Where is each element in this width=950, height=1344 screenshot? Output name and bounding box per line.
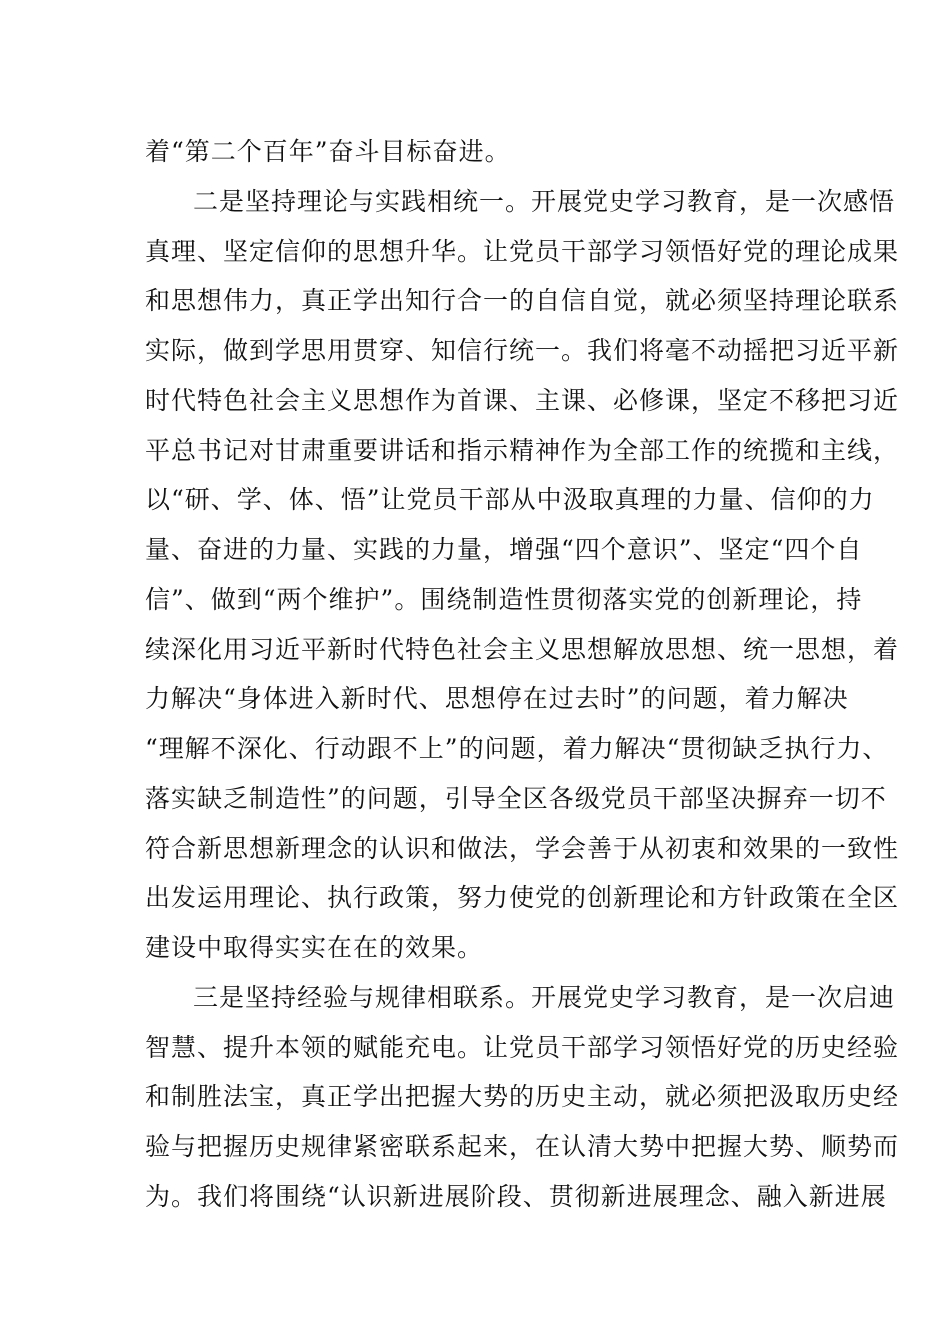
text-line: 真理、坚定信仰的思想升华。让党员干部学习领悟好党的理论成果 bbox=[145, 236, 900, 266]
text-line: 时代特色社会主义思想作为首课、主课、必修课，坚定不移把习近 bbox=[145, 385, 900, 415]
text-line: 力解决“身体进入新时代、思想停在过去时”的问题，着力解决 bbox=[145, 684, 849, 714]
text-line: 以“研、学、体、悟”让党员干部从中汲取真理的力量、信仰的力 bbox=[145, 485, 875, 515]
text-line: 量、奋进的力量、实践的力量，增强“四个意识”、坚定“四个自 bbox=[145, 535, 863, 565]
text-line: 符合新思想新理念的认识和做法，学会善于从初衷和效果的一致性 bbox=[145, 833, 900, 863]
text-line: 信”、做到“两个维护”。围绕制造性贯彻落实党的创新理论，持 bbox=[145, 584, 863, 614]
text-line: 着“第二个百年”奋斗目标奋进。 bbox=[145, 137, 511, 166]
text-line: 为。我们将围绕“认识新进展阶段、贯彻新进展理念、融入新进展 bbox=[145, 1181, 887, 1211]
text-line: “理解不深化、行动跟不上”的问题，着力解决“贯彻缺乏执行力、 bbox=[145, 734, 889, 764]
text-line: 验与把握历史规律紧密联系起来，在认清大势中把握大势、顺势而 bbox=[145, 1132, 900, 1162]
text-line: 和制胜法宝，真正学出把握大势的历史主动，就必须把汲取历史经 bbox=[145, 1082, 900, 1112]
text-line: 续深化用习近平新时代特色社会主义思想解放思想、统一思想，着 bbox=[145, 634, 900, 664]
text-line: 出发运用理论、执行政策，努力使党的创新理论和方针政策在全区 bbox=[145, 883, 900, 913]
text-line: 和思想伟力，真正学出知行合一的自信自觉，就必须坚持理论联系 bbox=[145, 286, 900, 316]
text-line: 智慧、提升本领的赋能充电。让党员干部学习领悟好党的历史经验 bbox=[145, 1032, 900, 1062]
text-line: 落实缺乏制造性”的问题，引导全区各级党员干部坚决摒弃一切不 bbox=[145, 783, 887, 813]
text-line: 实际，做到学思用贯穿、知信行统一。我们将毫不动摇把习近平新 bbox=[145, 336, 900, 366]
text-line: 建设中取得实实在在的效果。 bbox=[145, 933, 484, 963]
text-line: 平总书记对甘肃重要讲话和指示精神作为全部工作的统揽和主线， bbox=[145, 435, 900, 465]
text-line: 二是坚持理论与实践相统一。开展党史学习教育，是一次感悟 bbox=[193, 186, 896, 216]
text-line: 三是坚持经验与规律相联系。开展党史学习教育，是一次启迪 bbox=[193, 982, 896, 1012]
